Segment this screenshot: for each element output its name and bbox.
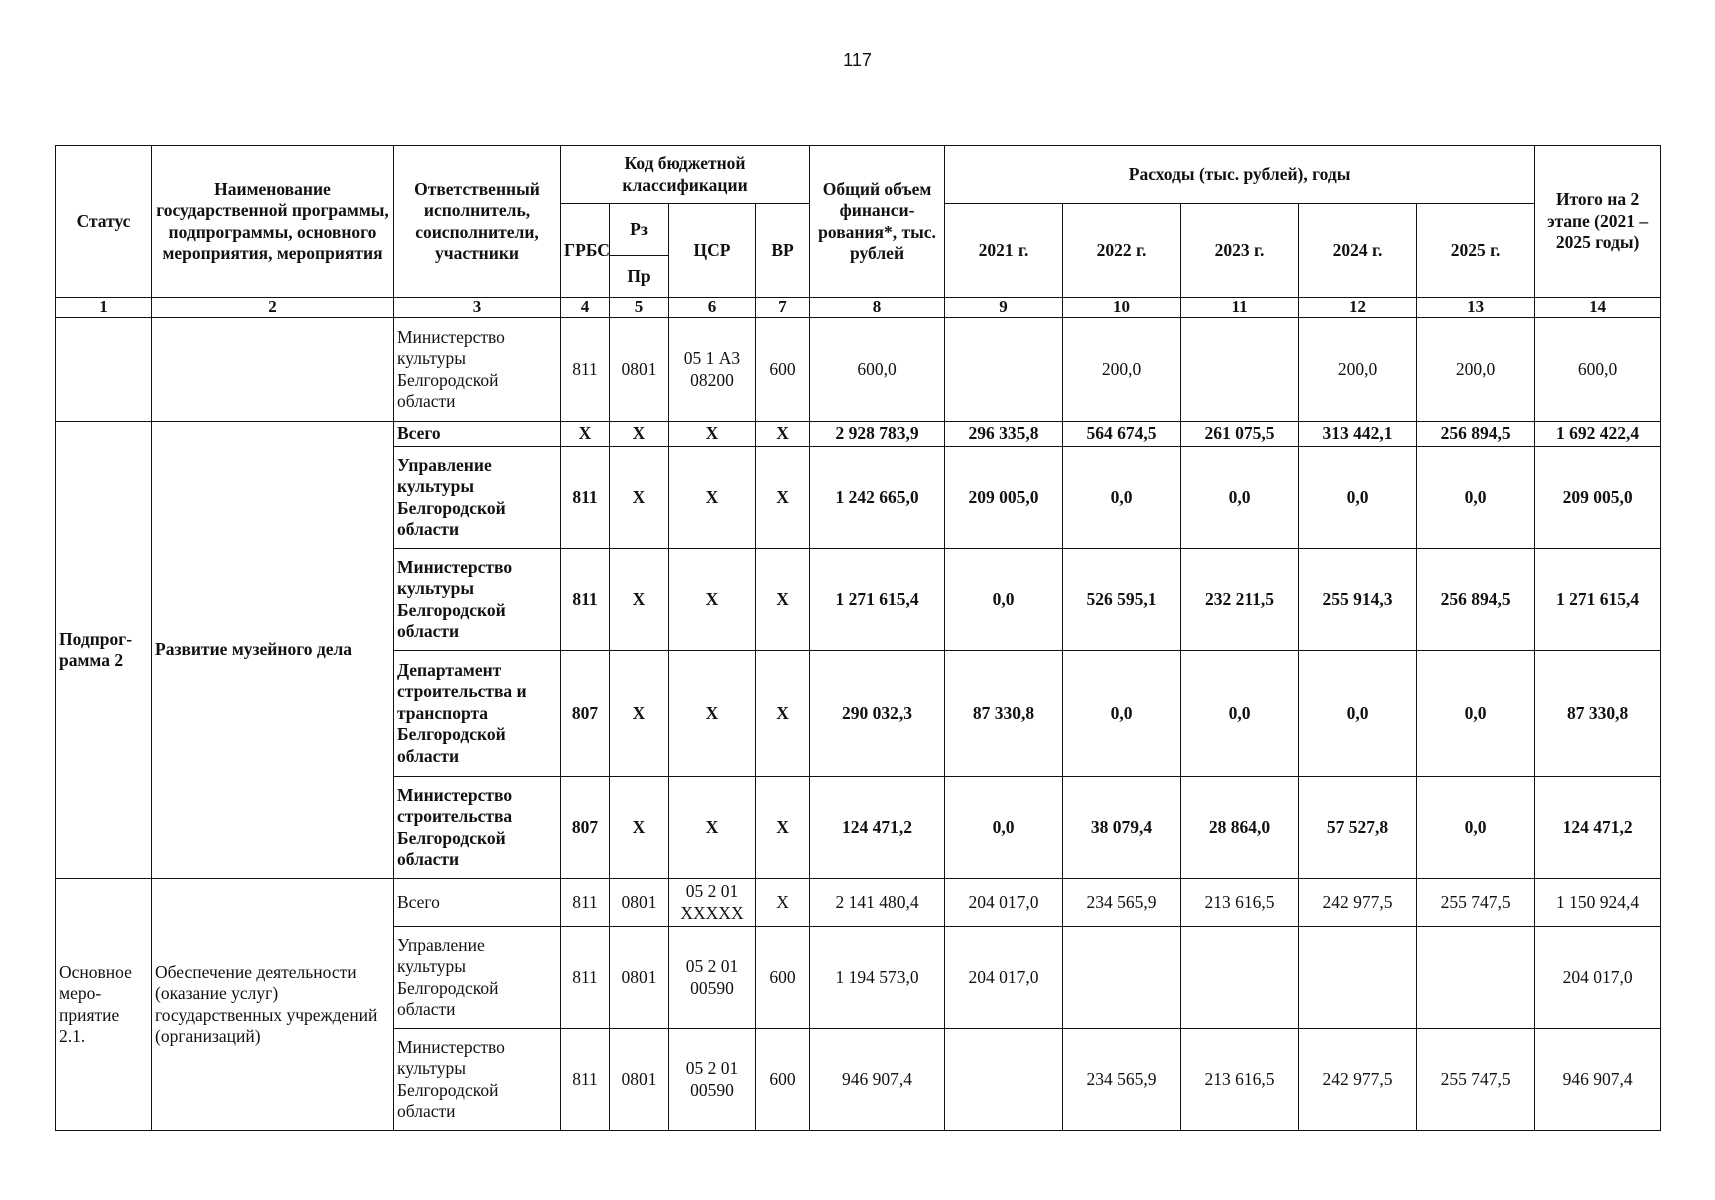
year-2025-cell: 256 894,5 — [1417, 422, 1535, 447]
executor-cell: Всего — [394, 422, 561, 447]
csr-cell: 05 2 01 ХХХХХ — [669, 879, 756, 927]
column-number: 14 — [1535, 298, 1661, 318]
header-status: Статус — [56, 146, 152, 298]
table-row — [56, 318, 1661, 422]
year-2021-cell: 204 017,0 — [945, 927, 1063, 1029]
csr-cell: Х — [669, 651, 756, 777]
csr-cell: 05 1 А3 08200 — [669, 318, 756, 422]
vr-cell: 600 — [756, 1029, 810, 1131]
year-2022-cell: 564 674,5 — [1063, 422, 1181, 447]
rzpr-cell: Х — [610, 651, 669, 777]
page-number: 117 — [843, 50, 872, 70]
header-vr: ВР — [756, 204, 810, 298]
grbs-cell: 811 — [561, 447, 610, 549]
csr-cell: Х — [669, 549, 756, 651]
year-2022-cell — [1063, 927, 1181, 1029]
total-cell: 1 194 573,0 — [810, 927, 945, 1029]
itogo-cell: 1 271 615,4 — [1535, 549, 1661, 651]
total-cell: 1 271 615,4 — [810, 549, 945, 651]
year-2025-cell: 255 747,5 — [1417, 879, 1535, 927]
column-number: 2 — [152, 298, 394, 318]
executor-cell: Министерство культуры Белгородской области — [394, 549, 561, 651]
column-number: 10 — [1063, 298, 1181, 318]
itogo-cell: 1 692 422,4 — [1535, 422, 1661, 447]
vr-cell: Х — [756, 549, 810, 651]
rzpr-cell: 0801 — [610, 318, 669, 422]
year-2021-cell: 296 335,8 — [945, 422, 1063, 447]
vr-cell: Х — [756, 422, 810, 447]
grbs-cell: 811 — [561, 549, 610, 651]
name-cell-main-event-2-1: Обеспечение деятельности (оказание услуг) государственных учреждений (организаций) — [152, 879, 394, 1131]
year-2025-cell: 200,0 — [1417, 318, 1535, 422]
year-2024-cell: 0,0 — [1299, 447, 1417, 549]
name-cell-subprogram-2: Развитие музейного дела — [152, 422, 394, 879]
year-2025-cell — [1417, 927, 1535, 1029]
table-row — [56, 422, 1661, 447]
year-2024-cell — [1299, 927, 1417, 1029]
rzpr-cell: Х — [610, 422, 669, 447]
vr-cell: Х — [756, 879, 810, 927]
executor-cell: Министерство строительства Белгородской области — [394, 777, 561, 879]
header-itogo: Итого на 2 этапе (2021 – 2025 годы) — [1535, 146, 1661, 298]
year-2022-cell: 526 595,1 — [1063, 549, 1181, 651]
year-2023-cell: 28 864,0 — [1181, 777, 1299, 879]
status-cell — [56, 318, 152, 422]
vr-cell: Х — [756, 447, 810, 549]
year-2022-cell: 0,0 — [1063, 447, 1181, 549]
column-number: 4 — [561, 298, 610, 318]
header-year-2024: 2024 г. — [1299, 204, 1417, 298]
header-year-2022: 2022 г. — [1063, 204, 1181, 298]
year-2024-cell: 200,0 — [1299, 318, 1417, 422]
year-2024-cell: 242 977,5 — [1299, 879, 1417, 927]
grbs-cell: 811 — [561, 318, 610, 422]
executor-cell: Министерство культуры Белгородской области — [394, 318, 561, 422]
name-cell — [152, 318, 394, 422]
itogo-cell: 1 150 924,4 — [1535, 879, 1661, 927]
year-2023-cell — [1181, 318, 1299, 422]
grbs-cell: 811 — [561, 1029, 610, 1131]
total-cell: 2 928 783,9 — [810, 422, 945, 447]
executor-cell: Департамент строительства и транспорта Белгородской области — [394, 651, 561, 777]
total-cell: 946 907,4 — [810, 1029, 945, 1131]
year-2025-cell: 256 894,5 — [1417, 549, 1535, 651]
year-2024-cell: 242 977,5 — [1299, 1029, 1417, 1131]
csr-cell: 05 2 01 00590 — [669, 927, 756, 1029]
year-2021-cell: 0,0 — [945, 777, 1063, 879]
rzpr-cell: Х — [610, 777, 669, 879]
column-number: 13 — [1417, 298, 1535, 318]
total-cell: 290 032,3 — [810, 651, 945, 777]
column-number: 3 — [394, 298, 561, 318]
itogo-cell: 946 907,4 — [1535, 1029, 1661, 1131]
year-2021-cell — [945, 1029, 1063, 1131]
year-2023-cell: 232 211,5 — [1181, 549, 1299, 651]
header-year-2025: 2025 г. — [1417, 204, 1535, 298]
column-number: 8 — [810, 298, 945, 318]
table-row — [56, 879, 1661, 927]
csr-cell: Х — [669, 422, 756, 447]
year-2021-cell: 87 330,8 — [945, 651, 1063, 777]
year-2023-cell: 261 075,5 — [1181, 422, 1299, 447]
itogo-cell: 209 005,0 — [1535, 447, 1661, 549]
total-cell: 1 242 665,0 — [810, 447, 945, 549]
column-number: 1 — [56, 298, 152, 318]
status-cell-main-event-2-1: Основное меро-приятие 2.1. — [56, 879, 152, 1131]
total-cell: 2 141 480,4 — [810, 879, 945, 927]
itogo-cell: 87 330,8 — [1535, 651, 1661, 777]
year-2022-cell: 200,0 — [1063, 318, 1181, 422]
column-number: 12 — [1299, 298, 1417, 318]
header-budget-code: Код бюджетной классификации — [561, 146, 810, 204]
rzpr-cell: Х — [610, 549, 669, 651]
year-2023-cell: 213 616,5 — [1181, 1029, 1299, 1131]
csr-cell: 05 2 01 00590 — [669, 1029, 756, 1131]
year-2021-cell: 204 017,0 — [945, 879, 1063, 927]
grbs-cell: 811 — [561, 927, 610, 1029]
executor-cell: Управление культуры Белгородской области — [394, 447, 561, 549]
year-2025-cell: 0,0 — [1417, 651, 1535, 777]
vr-cell: Х — [756, 777, 810, 879]
executor-cell: Министерство культуры Белгородской области — [394, 1029, 561, 1131]
grbs-cell: 807 — [561, 777, 610, 879]
executor-cell: Управление культуры Белгородской области — [394, 927, 561, 1029]
header-year-2021: 2021 г. — [945, 204, 1063, 298]
year-2021-cell — [945, 318, 1063, 422]
grbs-cell: 807 — [561, 651, 610, 777]
vr-cell: 600 — [756, 318, 810, 422]
grbs-cell: 811 — [561, 879, 610, 927]
year-2022-cell: 234 565,9 — [1063, 1029, 1181, 1131]
itogo-cell: 600,0 — [1535, 318, 1661, 422]
year-2023-cell — [1181, 927, 1299, 1029]
grbs-cell: Х — [561, 422, 610, 447]
column-number: 9 — [945, 298, 1063, 318]
year-2024-cell: 313 442,1 — [1299, 422, 1417, 447]
header-rz: Рз — [610, 204, 669, 256]
year-2023-cell: 213 616,5 — [1181, 879, 1299, 927]
column-number: 7 — [756, 298, 810, 318]
year-2025-cell: 0,0 — [1417, 447, 1535, 549]
year-2025-cell: 255 747,5 — [1417, 1029, 1535, 1131]
header-total-volume: Общий объем финанси-рования*, тыс. рублей — [810, 146, 945, 298]
year-2023-cell: 0,0 — [1181, 651, 1299, 777]
column-number: 11 — [1181, 298, 1299, 318]
year-2021-cell: 209 005,0 — [945, 447, 1063, 549]
rzpr-cell: 0801 — [610, 1029, 669, 1131]
header-executor: Ответственный исполнитель, соисполнители, участники — [394, 146, 561, 298]
year-2024-cell: 0,0 — [1299, 651, 1417, 777]
column-number: 6 — [669, 298, 756, 318]
header-expenses: Расходы (тыс. рублей), годы — [945, 146, 1535, 204]
header-year-2023: 2023 г. — [1181, 204, 1299, 298]
total-cell: 600,0 — [810, 318, 945, 422]
vr-cell: 600 — [756, 927, 810, 1029]
year-2025-cell: 0,0 — [1417, 777, 1535, 879]
year-2022-cell: 0,0 — [1063, 651, 1181, 777]
header-pr: Пр — [610, 256, 669, 298]
status-cell-subprogram-2: Подпрог-рамма 2 — [56, 422, 152, 879]
itogo-cell: 124 471,2 — [1535, 777, 1661, 879]
year-2022-cell: 38 079,4 — [1063, 777, 1181, 879]
header-grbs: ГРБС — [561, 204, 610, 298]
itogo-cell: 204 017,0 — [1535, 927, 1661, 1029]
year-2022-cell: 234 565,9 — [1063, 879, 1181, 927]
rzpr-cell: 0801 — [610, 927, 669, 1029]
year-2021-cell: 0,0 — [945, 549, 1063, 651]
header-csr: ЦСР — [669, 204, 756, 298]
budget-table — [55, 145, 1661, 1131]
vr-cell: Х — [756, 651, 810, 777]
executor-cell: Всего — [394, 879, 561, 927]
year-2024-cell: 255 914,3 — [1299, 549, 1417, 651]
column-number: 5 — [610, 298, 669, 318]
csr-cell: Х — [669, 447, 756, 549]
total-cell: 124 471,2 — [810, 777, 945, 879]
csr-cell: Х — [669, 777, 756, 879]
year-2023-cell: 0,0 — [1181, 447, 1299, 549]
rzpr-cell: 0801 — [610, 879, 669, 927]
rzpr-cell: Х — [610, 447, 669, 549]
header-name: Наименование государственной программы, подпрограммы, основного мероприятия, мероприятия — [152, 146, 394, 298]
year-2024-cell: 57 527,8 — [1299, 777, 1417, 879]
